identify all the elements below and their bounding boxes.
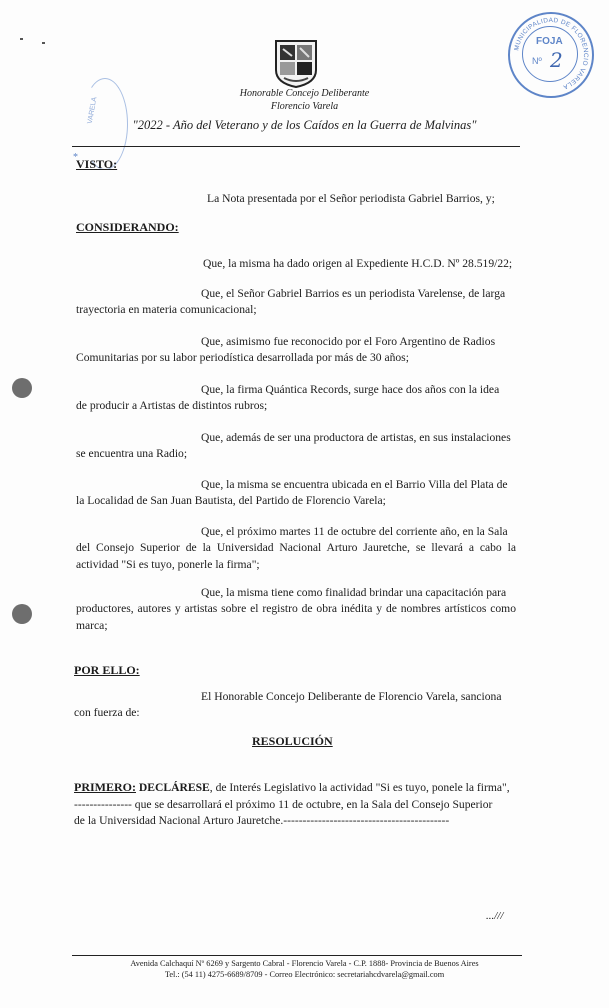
considerando-para-8-first: Que, la misma tiene como finalidad brindar una capacitación para — [201, 586, 507, 599]
considerando-para-6-first: Que, la misma se encuentra ubicada en el Barrio Villa del Plata de — [201, 478, 508, 491]
primero-line-3: de la Universidad Nacional Arturo Jauretche.------------------------------------------- — [74, 814, 450, 827]
considerando-para-1-first: Que, la misma ha dado origen al Expediente H.C.D. Nº 28.519/22; — [203, 257, 513, 270]
institution-city: Florencio Varela — [270, 101, 339, 112]
considerando-para-2-first: Que, el Señor Gabriel Barrios es un periodista Varelense, de larga — [201, 287, 506, 300]
considerando-para-4-rest: de producir a Artistas de distintos rubros; — [76, 399, 268, 412]
institution-name: Honorable Concejo Deliberante — [239, 88, 370, 99]
considerando-para-8-rest: productores, autores y artistas sobre el registro de obra inédita y de nombres artísticos como marca; — [76, 602, 516, 632]
considerando-para-5-first: Que, además de ser una productora de artistas, en sus instalaciones — [201, 431, 511, 444]
primero-line-1 — [74, 779, 516, 796]
svg-text:MUNICIPALIDAD DE FLORENCIO VAR: MUNICIPALIDAD DE FLORENCIO VARELA — [513, 16, 590, 91]
considerando-para-7-rest: del Consejo Superior de la Universidad Nacional Arturo Jauretche, se llevará a cabo la actividad "Si es tuyo, ponerle la firma"; — [76, 541, 516, 571]
year-motto: "2022 - Año del Veterano y de los Caídos en la Guerra de Malvinas" — [132, 118, 477, 132]
considerando-para-3-rest: Comunitarias por su labor periodística desarrollada por más de 30 años; — [76, 351, 409, 364]
resolucion-heading: RESOLUCIÓN — [252, 734, 333, 748]
visto-heading: VISTO: — [76, 157, 118, 171]
binder-hole-bottom — [12, 604, 32, 624]
por-ello-heading: POR ELLO: — [74, 663, 140, 677]
por-ello-rest: con fuerza de: — [74, 706, 140, 719]
foja-label: FOJA — [536, 36, 563, 47]
scan-speck — [20, 38, 23, 40]
footer-contact: Tel.: (54 11) 4275-6689/8709 - Correo Electrónico: secretariahcdvarela@gmail.com — [164, 970, 445, 979]
footer-rule — [72, 955, 522, 956]
header-rule — [72, 146, 520, 147]
considerando-para-6-rest: la Localidad de San Juan Bautista, del Partido de Florencio Varela; — [76, 494, 386, 507]
considerando-para-5-rest: se encuentra una Radio; — [76, 447, 188, 460]
continuation-mark: .../// — [486, 910, 504, 922]
foja-number-prefix: Nº — [532, 56, 542, 66]
foja-stamp — [508, 12, 594, 98]
council-logo — [273, 38, 319, 88]
considerando-para-4-first: Que, la firma Quántica Records, surge hace dos años con la idea — [201, 383, 500, 396]
por-ello-first: El Honorable Concejo Deliberante de Florencio Varela, sanciona — [201, 690, 502, 703]
considerando-para-7-first: Que, el próximo martes 11 de octubre del corriente año, en la Sala — [201, 525, 508, 538]
visto-asterisk: * — [73, 152, 78, 163]
scan-speck — [42, 42, 45, 44]
footer-address: Avenida Calchaquí Nº 6269 y Sargento Cabral - Florencio Varela - C.P. 1888- Provincia de Buenos Aires — [130, 959, 479, 968]
binder-hole-top — [12, 378, 32, 398]
primero-label: PRIMERO: — [74, 780, 136, 794]
primero-line-1-text: , de Interés Legislativo la actividad "Si es tuyo, ponele la firma", — [209, 781, 510, 794]
primero-line-2: --------------- que se desarrollará el próximo 11 de octubre, en la Sala del Consejo Superior — [74, 798, 493, 811]
foja-number: 2 — [550, 48, 563, 72]
left-stamp-fragment: VARELA — [82, 78, 128, 170]
considerando-heading: CONSIDERANDO: — [76, 220, 179, 234]
considerando-para-2-rest: trayectoria en materia comunicacional; — [76, 303, 257, 316]
primero-declare: DECLÁRESE — [138, 781, 210, 794]
visto-text: La Nota presentada por el Señor periodista Gabriel Barrios, y; — [207, 192, 495, 205]
considerando-para-3-first: Que, asimismo fue reconocido por el Foro Argentino de Radios — [201, 335, 496, 348]
